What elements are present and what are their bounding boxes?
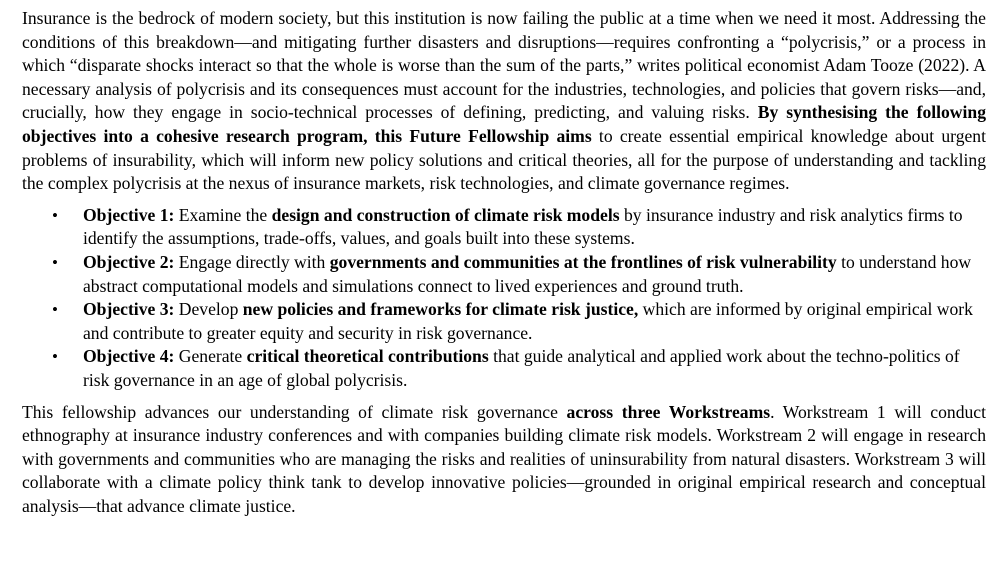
- workstreams-bold: across three Workstreams: [566, 401, 771, 422]
- bullet-icon: •: [52, 347, 58, 367]
- objective-item-2: [22, 251, 986, 298]
- bullet-icon: •: [52, 252, 58, 272]
- objective-text-after: by insurance industry and risk analytics firms to identify the assumptions, trade-offs, values, and goals built into these systems.: [83, 204, 963, 249]
- intro-paragraph: [22, 7, 986, 196]
- objective-label: Objective 2:: [83, 251, 175, 272]
- objective-text-after: that guide analytical and applied work about the techno-politics of risk governance in an age of global polycrisis.: [83, 346, 960, 390]
- objective-text-before: Engage directly with: [174, 251, 330, 272]
- objective-label: Objective 1:: [83, 204, 175, 225]
- bullet-icon: •: [52, 300, 58, 320]
- objective-label: Objective 3:: [83, 299, 175, 320]
- objective-item-4: [22, 345, 986, 392]
- objective-bold-phrase: governments and communities at the frontlines of risk vulnerability: [329, 251, 837, 272]
- intro-bold-aims: By synthesising the following objectives into a cohesive research program, this Future Fellowship aims: [22, 102, 986, 146]
- objective-text-before: Generate: [174, 346, 247, 367]
- objective-label: Objective 4:: [83, 346, 175, 367]
- objective-bold-phrase: design and construction of climate risk models: [271, 204, 620, 225]
- intro-text-2: to create essential empirical knowledge about urgent problems of insurability, which will inform new policy solutions and critical theories, all for the purpose of understanding and tackling the complex polycrisis at the nexus of insurance markets, risk technologies, and climate governance regimes.: [22, 125, 986, 194]
- objective-item-3: [22, 298, 986, 345]
- objective-text-before: Develop: [174, 299, 243, 320]
- bullet-icon: •: [52, 205, 58, 225]
- intro-text-1: Insurance is the bedrock of modern society, but this institution is now failing the public at a time when we need it most. Addressing the conditions of this breakdown—and mitigating further disasters and disruptions—requires confronting a “polycrisis,” or a process in which “disparate shocks interact so that the whole is worse than the sum of the parts,” writes political economist Adam Tooze (2022). A necessary analysis of polycrisis and its consequences must account for the industries, technologies, and policies that govern risks—and, crucially, how they engage in socio-technical processes of defining, predicting, and valuing risks.: [22, 8, 986, 123]
- objective-bold-phrase: new policies and frameworks for climate risk justice,: [242, 299, 639, 320]
- objectives-list: [22, 204, 986, 393]
- workstreams-text-1: This fellowship advances our understanding of climate risk governance: [22, 401, 567, 422]
- objective-item-1: [22, 204, 986, 251]
- workstreams-paragraph: [22, 401, 986, 519]
- objective-text-after: to understand how abstract computational models and simulations connect to lived experiences and ground truth.: [83, 251, 972, 296]
- objective-bold-phrase: critical theoretical contributions: [246, 346, 489, 367]
- workstreams-text-2: . Workstream 1 will conduct ethnography at insurance industry conferences and with companies building climate risk models. Workstream 2 will engage in research with governments and communities who are managing the risks and realities of uninsurability from natural disasters. Workstream 3 will collaborate with a climate policy think tank to develop innovative policies—grounded in original empirical research and conceptual analysis—that advance climate justice.: [22, 401, 986, 516]
- objective-text-before: Examine the: [174, 204, 272, 225]
- objective-text-after: which are informed by original empirical work and contribute to greater equity and security in risk governance.: [83, 299, 973, 343]
